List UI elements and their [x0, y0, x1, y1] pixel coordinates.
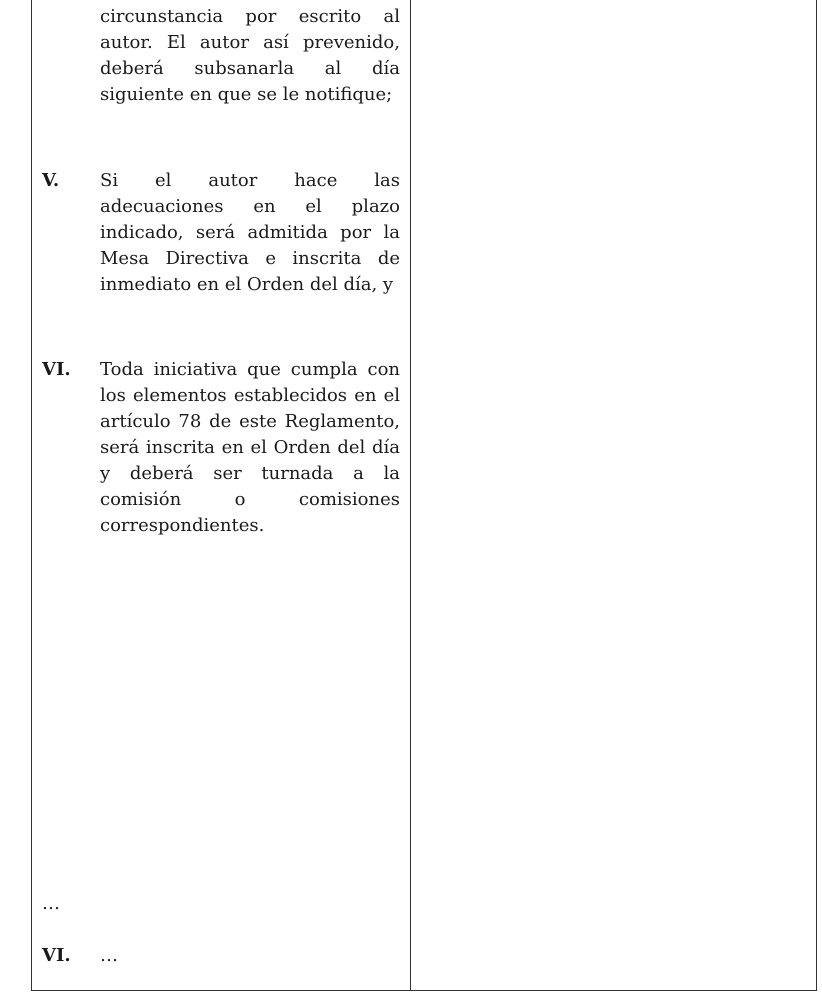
item-text-v: Si el autor hace las adecuaciones en el plazo indicado, será admitida por la Mesa Directiva e inscrita de inmediato en el Orden del día, y: [100, 170, 400, 295]
column-divider: [410, 0, 411, 990]
item-text-vi: Toda iniciativa que cumpla con los elementos establecidos en el artículo 78 de este Reglamento, será inscrita en el Orden del día y deberá ser turnada a la comisión o comisiones correspondientes.: [100, 359, 400, 536]
item-number-v: V.: [42, 170, 60, 191]
left-column: [32, 0, 410, 990]
item-number-vi: VI.: [42, 359, 71, 380]
right-column: [412, 0, 816, 990]
last-item-text: …: [100, 945, 118, 966]
omission-ellipsis: …: [42, 893, 60, 914]
comparison-table: [31, 0, 817, 991]
last-item-number: VI.: [42, 945, 71, 966]
continuation-paragraph: circunstancia por escrito al autor. El autor así prevenido, deberá subsanarla al día siguiente en que se le notifique;: [100, 6, 400, 105]
